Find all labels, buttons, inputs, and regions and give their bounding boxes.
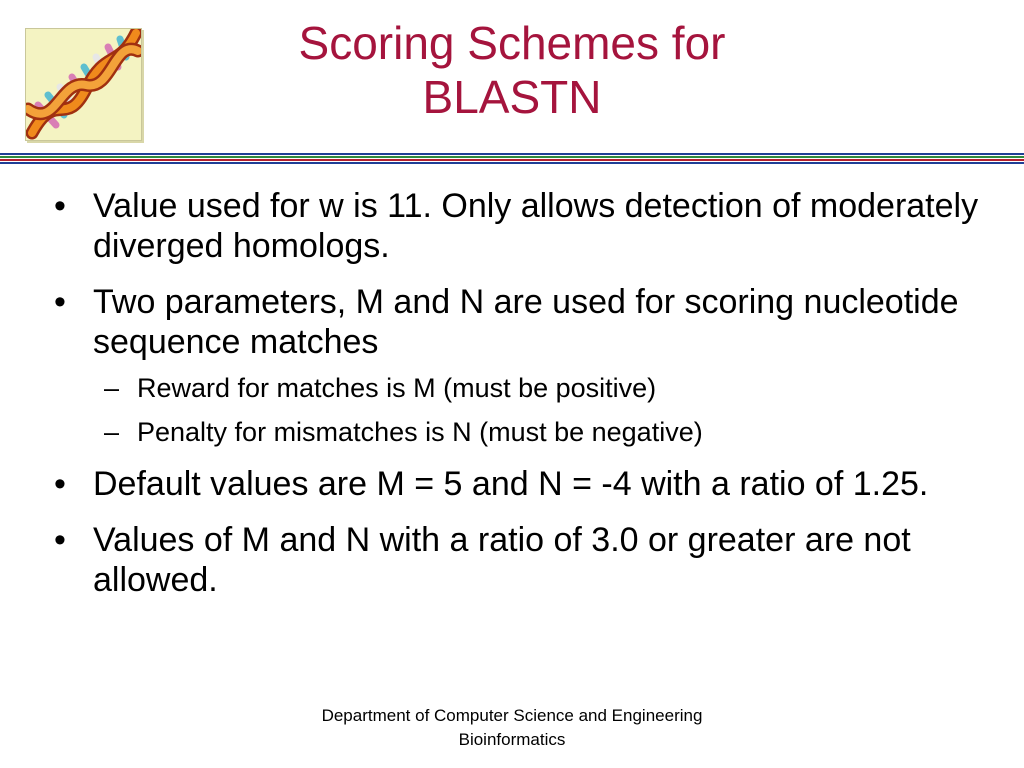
bullet-item: [52, 520, 997, 600]
footer-department: Department of Computer Science and Engineering: [321, 706, 703, 725]
bullet-marker: •: [54, 187, 66, 225]
title-divider: [0, 153, 1024, 167]
bullet-item: [52, 186, 997, 266]
dna-logo: [25, 28, 142, 141]
sub-bullet-marker: –: [104, 417, 120, 447]
sub-bullet-item: [52, 372, 997, 404]
bullet-item: [52, 464, 997, 504]
divider-line: [0, 162, 1024, 164]
slide-body: [52, 186, 997, 616]
sub-bullet-marker: –: [104, 373, 120, 403]
bullet-text: Value used for w is 11. Only allows detection of moderately diverged homologs.: [93, 187, 979, 265]
sub-bullet-text: Penalty for mismatches is N (must be negative): [137, 417, 703, 447]
dna-helix-icon: [26, 29, 141, 140]
footer-course: Bioinformatics: [458, 730, 566, 749]
divider-line: [0, 159, 1024, 161]
bullet-marker: •: [54, 465, 66, 503]
slide-footer: [262, 704, 762, 752]
bullet-item: [52, 282, 997, 448]
divider-line: [0, 153, 1024, 155]
bullet-marker: •: [54, 283, 66, 321]
bullet-marker: •: [54, 521, 66, 559]
sub-bullet-text: Reward for matches is M (must be positive): [137, 373, 657, 403]
bullet-text: Values of M and N with a ratio of 3.0 or greater are not allowed.: [93, 521, 911, 599]
slide-title-line-2: BLASTN: [422, 71, 602, 123]
divider-line: [0, 156, 1024, 158]
slide-title: [150, 16, 874, 124]
bullet-text: Default values are M = 5 and N = -4 with a ratio of 1.25.: [93, 465, 929, 503]
sub-bullet-list: [93, 372, 997, 448]
bullet-text: Two parameters, M and N are used for scoring nucleotide sequence matches: [93, 283, 959, 361]
sub-bullet-item: [52, 416, 997, 448]
slide-title-line-1: Scoring Schemes for: [298, 17, 726, 69]
